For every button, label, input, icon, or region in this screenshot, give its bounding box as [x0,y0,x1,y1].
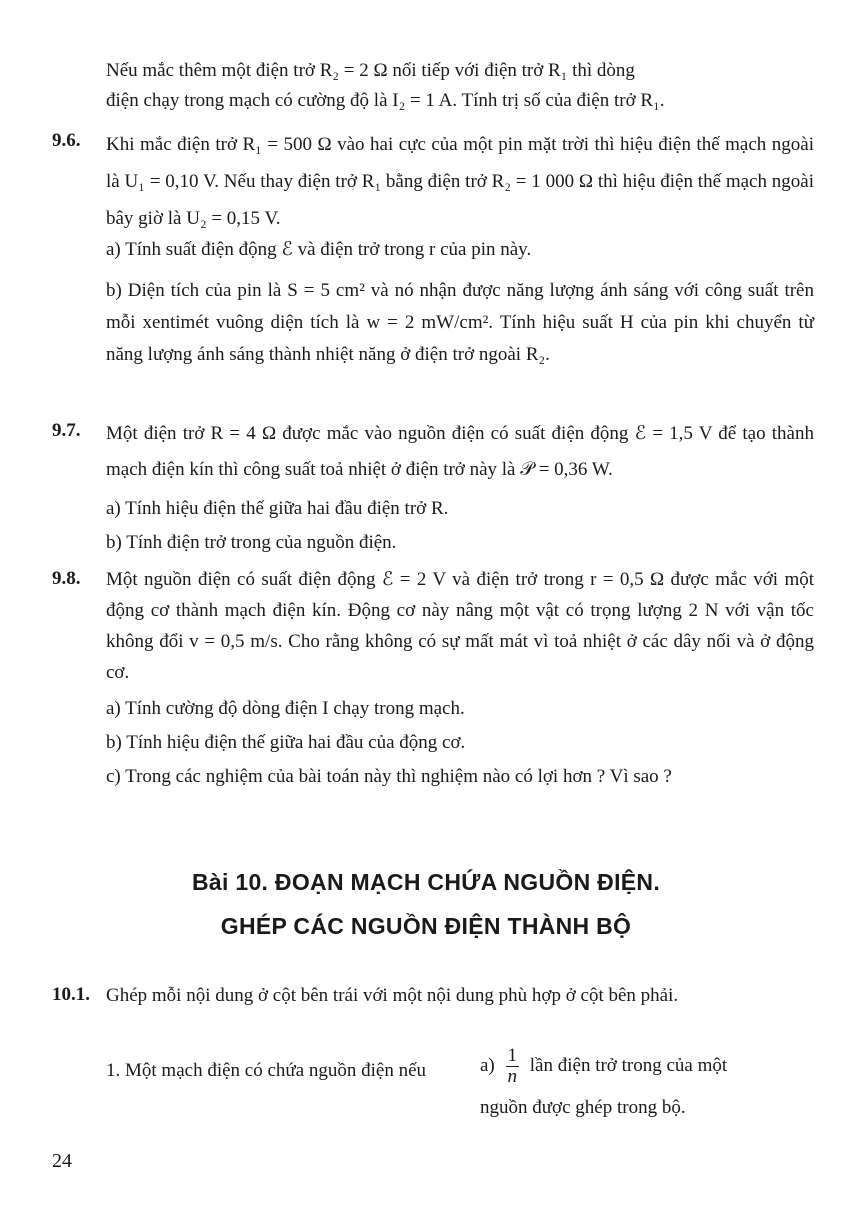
page-number: 24 [52,1150,72,1172]
intro-line-1: Nếu mắc thêm một điện trở R₂ = 2 Ω nối tiếp với điện trở R₁ thì dòng [106,60,635,81]
problem-9-7-text: Một điện trở R = 4 Ω được mắc vào nguồn điện có suất điện động ℰ = 1,5 V để tạo thành mạch điện kín thì công suất toả nhiệt ở điện trở này là 𝒫 = 0,36 W. [106,423,814,480]
problem-9-8-text: Một nguồn điện có suất điện động ℰ = 2 V và điện trở trong r = 0,5 Ω được mắc với một động cơ thành mạch điện kín. Động cơ này nâng một vật có trọng lượng 2 N với vận tốc không đổi v = 0,5 m/s. Cho rằng không có sự mất mát vì toả nhiệt ở các dây nối và ở động cơ. [106,569,814,683]
right-item-a-label: a) [480,1054,495,1076]
problem-9-6-part-a: a) Tính suất điện động ℰ và điện trở trong r của pin này. [106,239,532,260]
right-item-a-text: lần điện trở trong của một [529,1054,728,1076]
problem-9-8-part-c: c) Trong các nghiệm của bài toán này thì nghiệm nào có lợi hơn ? Vì sao ? [106,766,672,787]
intro-line-2: điện chạy trong mạch có cường độ là I₂ = 1 A. Tính trị số của điện trở R₁. [106,90,665,111]
right-column-item-a [480,1046,810,1123]
problem-9-8-part-a: a) Tính cường độ dòng điện I chạy trong mạch. [106,698,465,719]
problem-10-1 [106,980,814,1012]
left-column-item-1: 1. Một mạch điện có chứa nguồn điện nếu [106,1060,427,1081]
problem-10-1-text: Ghép mỗi nội dung ở cột bên trái với một nội dung phù hợp ở cột bên phải. [106,985,679,1006]
problem-9-7 [106,416,814,560]
problem-9-6-text: Khi mắc điện trở R₁ = 500 Ω vào hai cực của một pin mặt trời thì hiệu điện thế mạch ngoài là U₁ = 0,10 V. Nếu thay điện trở R₁ bằng điện trở R₂ = 1 000 Ω thì hiệu điện thế mạch ngoài bây giờ là U₂ = 0,15 V. [106,134,814,229]
problem-number-9-6: 9.6. [52,130,81,151]
problem-9-7-part-b: b) Tính điện trở trong của nguồn điện. [106,532,397,553]
fraction-one-over-n [506,1046,520,1087]
fraction-numerator: 1 [507,1045,518,1066]
right-column-item-a-first-line [480,1046,810,1087]
problem-9-6 [106,126,814,371]
section-title-line-1: Bài 10. ĐOẠN MẠCH CHỨA NGUỒN ĐIỆN. [191,869,661,895]
problem-number-9-8: 9.8. [52,568,81,589]
problem-9-8-part-b: b) Tính hiệu điện thế giữa hai đầu của động cơ. [106,732,466,753]
problem-9-6-part-b: b) Diện tích của pin là S = 5 cm² và nó nhận được năng lượng ánh sáng với công suất trên mỗi xentimét vuông diện tích là w = 2 mW/cm². Tính hiệu suất H của pin khi chuyển từ năng lượng ánh sáng thành nhiệt năng ở điện trở ngoài R₂. [106,280,814,365]
section-title-line-2: GHÉP CÁC NGUỒN ĐIỆN THÀNH BỘ [220,913,632,939]
intro-paragraph [106,56,814,116]
section-title [0,862,852,946]
problem-number-10-1: 10.1. [52,984,90,1005]
right-item-a-text-line-2: nguồn được ghép trong bộ. [480,1097,686,1118]
fraction-denominator: n [507,1066,518,1087]
problem-9-8 [106,564,814,794]
problem-9-7-part-a: a) Tính hiệu điện thế giữa hai đầu điện trở R. [106,498,449,519]
problem-number-9-7: 9.7. [52,420,81,441]
